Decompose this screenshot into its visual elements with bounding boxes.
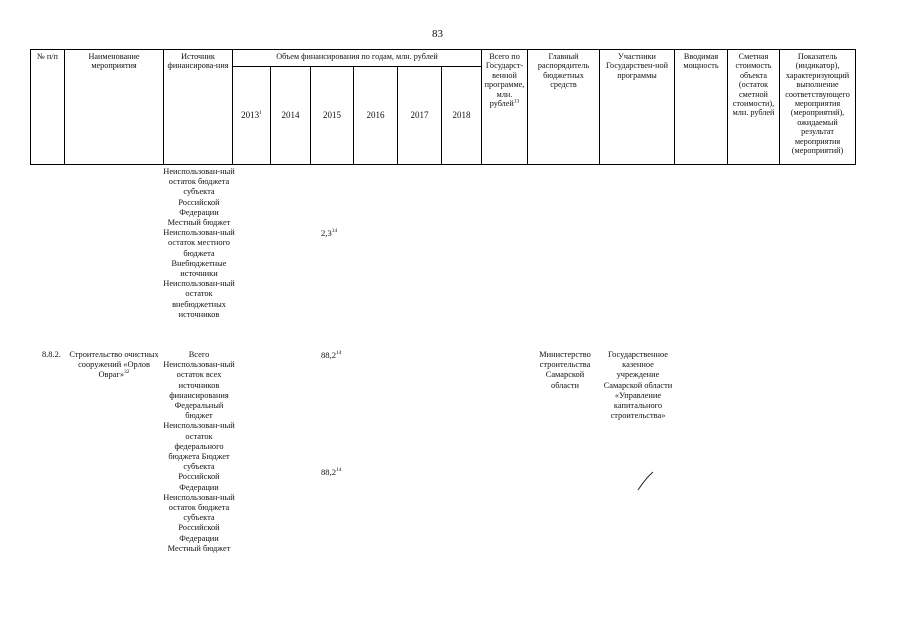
total-2015-value: 88,2$^{14}$ [321, 350, 342, 360]
sources-continuation: Неиспользован-ный остаток бюджета субъекта Российской Федерации Местный бюджет Неиспользован-ный остаток местного бюджета Внебюджетные источники Неиспользован-ный остаток внебюджетных источников [163, 167, 235, 319]
col-manager-header: Главный распорядитель бюджетных средств [528, 50, 600, 165]
col-estimate-header: Сметная стоимость объекта (остаток сметной стоимости), млн. рублей [728, 50, 780, 165]
col-capacity-header: Вводимая мощность [675, 50, 728, 165]
year-2016-header: 2016 [354, 67, 398, 165]
year-2013-header: 2013$^1$ [233, 67, 271, 165]
pen-stroke-mark [636, 470, 656, 492]
local-budget-2015-value: $2,3^{14}$ [321, 228, 338, 238]
year-2014-header: 2014 [271, 67, 311, 165]
year-2018-header: 2018 [442, 67, 482, 165]
col-number-header: № п/п [31, 50, 65, 165]
year-2017-header: 2017 [398, 67, 442, 165]
program-participant: Государственное казенное учреждение Самарской области «Управление капитального строительства» [603, 350, 673, 421]
header-table [30, 49, 856, 165]
row-number: 8.8.2. [42, 350, 61, 359]
year-2015-header: 2015 [311, 67, 354, 165]
page-number: 83 [432, 28, 443, 40]
sources-list: Всего Неиспользован-ный остаток всех источников финансирования Федеральный бюджет Неиспользован-ный остаток федерального бюджета Бюджет субъекта Российской Федерации Неиспользован-ный остаток бюджета субъекта Российской Федерации Местный бюджет [163, 350, 235, 553]
subject-budget-2015-value: 88,2$^{14}$ [321, 467, 342, 477]
budget-manager: Министерство строительства Самарской области [539, 350, 591, 390]
col-funding-header: Объем финансирования по годам, млн. рублей [233, 50, 482, 67]
col-total-header: Всего по Государст-венной программе, млн. рублей$^{13}$ [482, 50, 528, 165]
col-name-header: Наименование мероприятия [65, 50, 164, 165]
col-participants-header: Участники Государствен-ной программы [600, 50, 675, 165]
col-indicator-header: Показатель (индикатор), характеризующий выполнение соответствующего мероприятия (мероприятий), ожидаемый результат мероприятия (мероприятий) [780, 50, 856, 165]
col-source-header: Источник финансирова-ния [164, 50, 233, 165]
activity-name: Строительство очистных сооружений «Орлов Овраг»$^{32}$ [69, 350, 159, 380]
